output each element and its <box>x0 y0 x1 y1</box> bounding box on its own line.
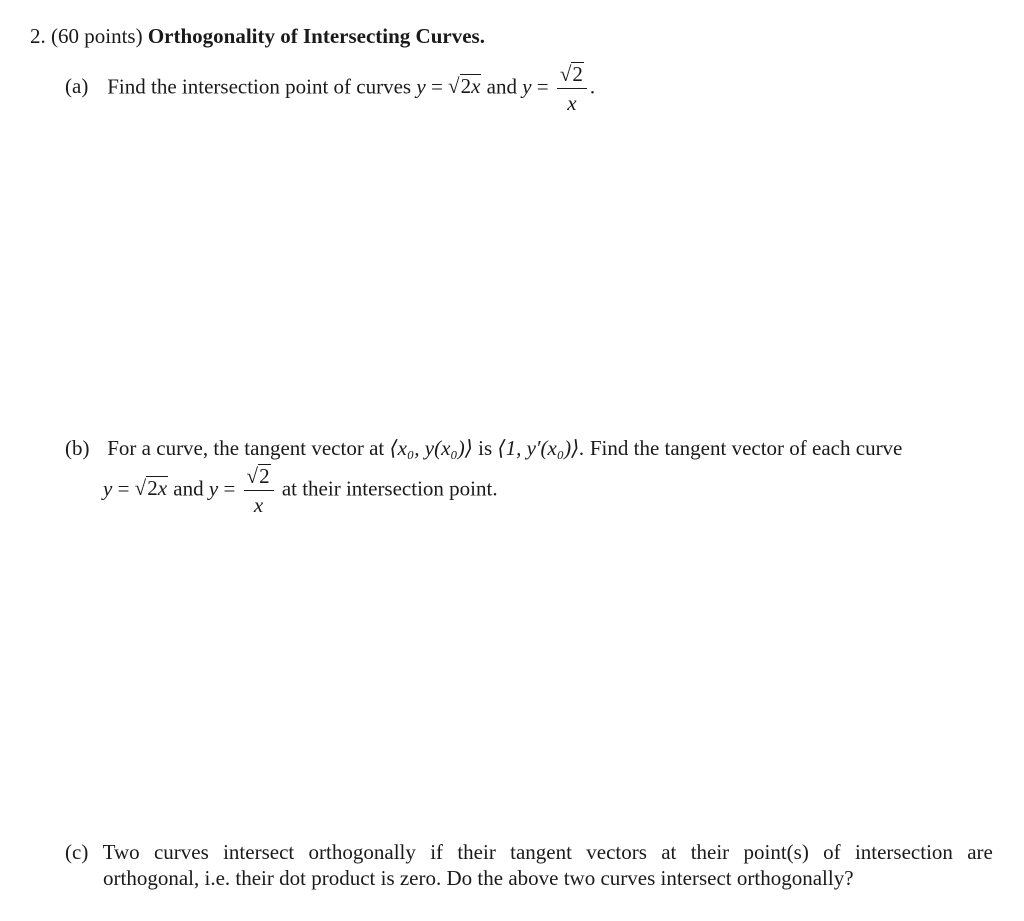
part-b-line1 <box>65 436 902 461</box>
part-b-curve1-coef: 2 <box>147 476 158 501</box>
problem-header <box>30 24 485 49</box>
equals-sign: = <box>223 476 236 501</box>
radical-sign-icon: √ <box>559 62 572 86</box>
part-b-curve2-den: x <box>253 493 264 518</box>
part-a-curve1-var: x <box>471 74 481 99</box>
part-c-label: (c) <box>65 840 89 864</box>
part-b-curve1-var: x <box>157 476 168 501</box>
part-a-label: (a) <box>65 74 89 99</box>
equals-sign: = <box>536 74 549 99</box>
part-c-word: point(s) <box>743 840 809 864</box>
part-a-text: Find the intersection point of curves <box>107 74 412 99</box>
part-a-curve1-coef: 2 <box>460 74 472 99</box>
fraction <box>557 62 587 115</box>
radical-sign-icon: √ <box>246 464 259 488</box>
problem-title: Orthogonality of Intersecting Curves. <box>147 24 485 48</box>
part-b-label: (b) <box>65 436 90 460</box>
part-a-curve2-lhs: y <box>522 74 532 99</box>
radical-sign-icon: √ <box>448 74 460 99</box>
part-b-vector-expr: ⟨1, y′(x₀)⟩. <box>497 436 585 460</box>
part-c-word: intersection <box>854 840 953 864</box>
part-a <box>65 62 595 115</box>
sqrt-expression <box>448 74 481 99</box>
equals-sign: = <box>117 476 130 501</box>
part-c-word: intersect <box>223 840 295 864</box>
part-c-word: of <box>823 840 841 864</box>
part-a-end: . <box>589 74 596 99</box>
problem-points: (60 points) <box>51 24 143 48</box>
part-c-word: are <box>967 840 993 864</box>
part-b-curve2-num: 2 <box>259 464 270 488</box>
part-a-curve2-num: 2 <box>572 62 583 86</box>
part-a-conj: and <box>486 74 517 99</box>
part-c-word: if <box>430 840 444 864</box>
part-b-line1-pre: For a curve, the tangent vector at <box>107 436 385 460</box>
part-b-line1-post: Find the tangent vector of each curve <box>589 436 903 460</box>
part-a-curve2-den: x <box>567 91 577 116</box>
sqrt-expression <box>135 476 168 501</box>
fraction <box>244 464 274 517</box>
part-c-line2 <box>103 866 854 891</box>
part-c-word: their <box>457 840 496 864</box>
part-c-word: Two <box>102 840 140 864</box>
part-b-curve2-lhs: y <box>208 476 219 501</box>
part-b-line2-post: at their intersection point. <box>281 476 498 501</box>
part-b-is: is <box>478 436 493 460</box>
radical-sign-icon: √ <box>134 476 147 501</box>
part-a-curve1-lhs: y <box>416 74 426 99</box>
part-c-word: at <box>661 840 677 864</box>
part-c-word: orthogonally <box>308 840 416 864</box>
part-c-word: their <box>690 840 730 864</box>
part-c-word: tangent <box>510 840 572 864</box>
part-b-curve1-lhs: y <box>103 476 113 501</box>
part-c-line1 <box>65 840 993 865</box>
equals-sign: = <box>430 74 443 99</box>
part-c-word: curves <box>153 840 209 864</box>
part-c-line2-text: orthogonal, i.e. their dot product is zero. Do the above two curves intersect orthogonally? <box>103 866 854 890</box>
part-b-conj: and <box>173 476 204 501</box>
part-b-line2 <box>103 464 498 517</box>
part-b-point-expr: ⟨x₀, y(x₀)⟩ <box>389 436 473 460</box>
fraction-numerator <box>244 464 274 491</box>
problem-number: 2. <box>30 24 46 48</box>
fraction-numerator <box>557 62 587 89</box>
part-c-word: vectors <box>586 840 647 864</box>
